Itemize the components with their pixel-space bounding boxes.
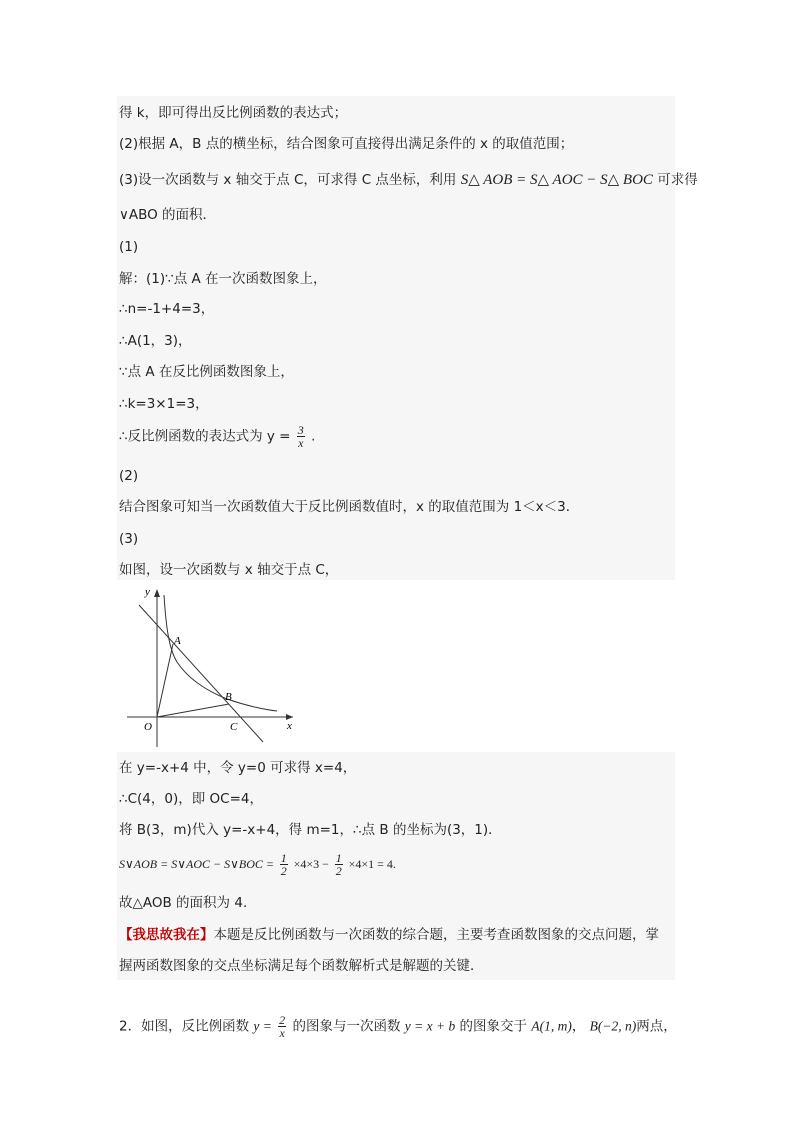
hint-line-2: (2)根据 A，B 点的横坐标，结合图象可直接得出满足条件的 x 的取值范围； [119, 136, 574, 152]
fraction-half-1 [280, 852, 288, 877]
point-b-label: B [225, 691, 232, 703]
fraction-denominator: 2 [280, 864, 287, 878]
problem-2-pre: 2．如图，反比例函数 [119, 1018, 250, 1035]
part-1-line-1: 解：(1)∵点 A 在一次函数图象上， [119, 271, 327, 287]
problem-2-point-b: B(−2, n) [589, 1018, 637, 1034]
part-3-label: (3) [119, 531, 139, 547]
part-1-line-5: ∴k=3×1=3， [119, 396, 209, 412]
area-equation-b: ×4×1 = 4. [348, 857, 396, 871]
x-axis-label: x [287, 720, 292, 732]
part-3-line-4: 将 B(3，m)代入 y=-x+4，得 m=1，∴点 B 的坐标为(3，1)． [119, 822, 502, 838]
hint-line-3-pre: (3)设一次函数与 x 轴交于点 C，可求得 C 点坐标，利用 [119, 172, 457, 188]
origin-label: O [144, 721, 152, 733]
part-1-line-4: ∵点 A 在反比例函数图象上， [119, 364, 294, 380]
hint-line-4: ∨ABO 的面积． [119, 207, 217, 223]
segment-oa [157, 644, 173, 717]
part-1-line-3: ∴A(1，3)， [119, 333, 192, 349]
y-axis-arrow [154, 589, 160, 597]
part-2-label: (2) [119, 468, 139, 484]
fraction-numerator: 1 [335, 851, 342, 865]
point-a-label: A [174, 635, 181, 647]
fraction-numerator: 1 [280, 851, 287, 865]
fraction-3-over-x [297, 424, 305, 449]
hint-line-1: 得 k，即可得出反比例函数的表达式； [119, 105, 348, 121]
problem-2-sep: ， [571, 1018, 586, 1035]
fraction-denominator: x [279, 1026, 285, 1040]
part-3-line-5 [119, 852, 396, 877]
fraction-denominator: 2 [335, 864, 342, 878]
graph-svg [127, 587, 297, 749]
area-formula: S△ AOB = S△ AOC − S△ BOC [460, 172, 653, 188]
fraction-2-over-x [278, 1014, 286, 1039]
function-graph-figure [127, 587, 297, 749]
problem-2-mid2: 的图象交于 [459, 1018, 528, 1035]
area-equation-pre: S∨AOB = S∨AOC − S∨BOC = [119, 857, 274, 871]
problem-2-linear: y = x + b [404, 1018, 456, 1034]
part-3-line-1: 如图，设一次函数与 x 轴交于点 C， [119, 562, 339, 578]
problem-2-y: y = [253, 1018, 272, 1034]
reflection-line-2: 握两函数图象的交点坐标满足每个函数解析式是解题的关键． [119, 958, 484, 974]
y-axis-label: y [145, 587, 150, 598]
part-1-line-6 [119, 424, 315, 449]
part-1-line-6-pre: ∴反比例函数的表达式为 y = [119, 428, 291, 445]
segment-ob [157, 704, 229, 717]
hint-line-3-post: 可求得 [657, 172, 698, 188]
part-3-line-6: 故△AOB 的面积为 4． [119, 895, 257, 911]
hint-line-3 [119, 170, 698, 190]
reflection-tag: 【我思故我在】 [119, 927, 214, 943]
problem-2-point-a: A(1, m) [531, 1018, 572, 1034]
reflection-line-1 [119, 925, 659, 945]
point-c-label: C [230, 721, 238, 733]
hyperbola-curve [164, 595, 277, 711]
part-1-line-6-post: . [311, 428, 316, 445]
fraction-numerator: 3 [297, 423, 304, 437]
part-1-label: (1) [119, 239, 139, 255]
part-1-line-2: ∴n=-1+4=3， [119, 301, 215, 317]
fraction-numerator: 2 [279, 1013, 286, 1027]
part-3-line-2: 在 y=-x+4 中，令 y=0 可求得 x=4， [119, 760, 357, 776]
problem-2-mid: 的图象与一次函数 [292, 1018, 401, 1035]
linear-function-line [139, 605, 263, 742]
fraction-denominator: x [298, 436, 304, 450]
area-equation-a: ×4×3 − [293, 857, 329, 871]
problem-2-line-1 [119, 1014, 677, 1039]
fraction-half-2 [335, 852, 343, 877]
reflection-text-1: 本题是反比例函数与一次函数的综合题，主要考查函数图象的交点问题，掌 [213, 927, 659, 943]
problem-2-post: 两点， [636, 1018, 677, 1035]
part-3-line-3: ∴C(4，0)，即 OC=4， [119, 791, 263, 807]
part-2-line-1: 结合图象可知当一次函数值大于反比例函数值时，x 的取值范围为 1＜x＜3． [119, 499, 580, 515]
